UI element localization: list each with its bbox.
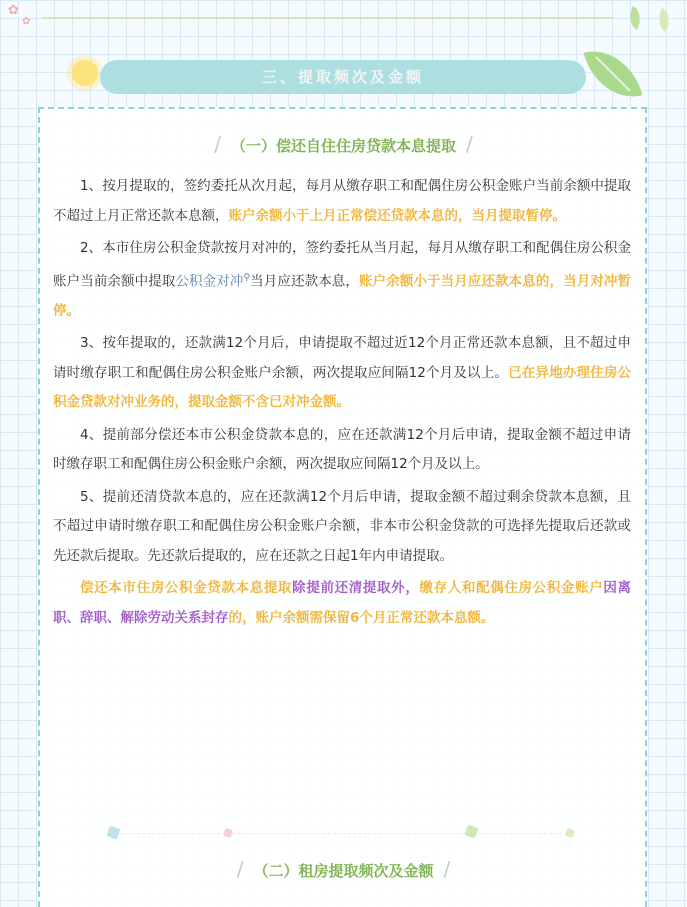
section-title: 三、提取频次及金额 xyxy=(261,68,424,86)
article-body xyxy=(53,172,631,636)
search-icon[interactable]: ⚲ xyxy=(243,272,251,283)
subsection-heading-1: / （一）偿还自住住房贷款本息提取 / xyxy=(214,132,473,156)
paragraph-6: 偿还本市住房公积金贷款本息提取除提前还清提取外，缴存人和配偶住房公积金账户因离职、辞职、解除劳动关系封存的，账户余额需保留6个月正常还款本息额。 xyxy=(53,580,632,626)
section-divider xyxy=(122,833,562,835)
sun-icon xyxy=(72,60,98,86)
section-title-banner xyxy=(100,60,586,94)
leaf-icon xyxy=(653,8,674,32)
paragraph-1: 1、按月提取的，签约委托从次月起，每月从缴存职工和配偶住房公积金账户当前余额中提取不超过上月正常还款本息额，账户余额小于上月正常偿还贷款本息的，当月提取暂停。 xyxy=(53,178,631,224)
paragraph-5: 5、提前还清贷款本息的，应在还款满12个月后申请，提取金额不超过剩余贷款本息额，且不超过申请时缴存职工和配偶住房公积金账户余额，非本市公积金贷款的可选择先提取后还款或先还款后提取。先还款后提取的，应在还款之日起1年内申请提取。 xyxy=(53,488,631,564)
flower-icon: ✿ xyxy=(22,16,31,27)
top-divider-line xyxy=(42,17,614,19)
leaf-icon xyxy=(624,6,645,30)
keyword-link[interactable]: 公积金对冲 xyxy=(175,273,244,289)
palm-leaf-icon xyxy=(584,41,643,107)
paragraph-4: 4、提前部分偿还本市公积金贷款本息的，应在还款满12个月后申请，提取金额不超过申请时缴存职工和配偶住房公积金账户余额，两次提取应间隔12个月及以上。 xyxy=(53,426,631,472)
flower-icon: ✿ xyxy=(8,3,19,18)
subsection-title-1: （一）偿还自住住房贷款本息提取 xyxy=(230,137,456,155)
subsection-title-2: （二）租房提取频次及金额 xyxy=(253,862,434,880)
paragraph-3: 3、按年提取的，还款满12个月后，申请提取不超过近12个月正常还款本息额，且不超过申请时缴存职工和配偶住房公积金账户余额，两次提取应间隔12个月及以上。已在异地办理住房公积金贷款对冲业务的，提取金额不含已对冲金额。 xyxy=(53,335,632,410)
subsection-heading-2: / （二）租房提取频次及金额 / xyxy=(236,857,451,881)
paragraph-2: 2、本市住房公积金贷款按月对冲的，签约委托从当月起，每月从缴存职工和配偶住房公积金账户当前余额中提取公积金对冲⚲当月应还款本息，账户余额小于当月应还款本息的，当月对冲暂停。 xyxy=(53,240,632,319)
